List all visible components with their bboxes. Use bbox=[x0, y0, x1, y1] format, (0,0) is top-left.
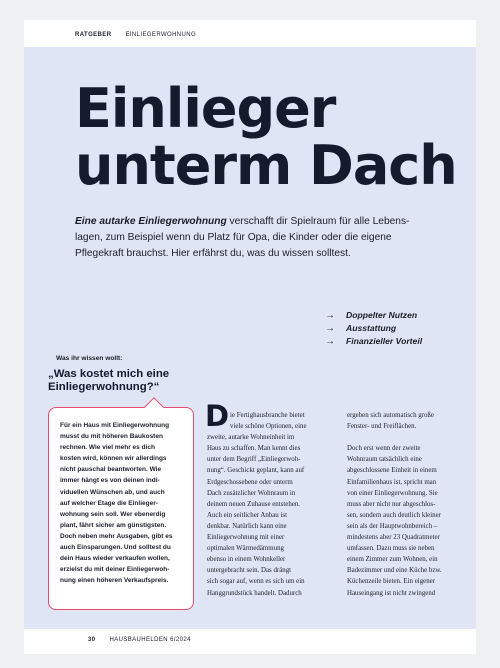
text-line: untergebracht sein. Das drängt bbox=[207, 567, 292, 575]
text-line: nung“. Geschickt geplant, kann auf bbox=[207, 467, 305, 475]
text-line: von einer Einliegerwohnung. Sie bbox=[347, 489, 438, 497]
topic-label: Doppelter Nutzen bbox=[346, 310, 418, 320]
section-label: RATGEBER bbox=[75, 32, 112, 38]
topic-item bbox=[325, 322, 422, 335]
text-line: auf welcher Etage die Einlieger- bbox=[60, 499, 158, 507]
article-column-1 bbox=[207, 410, 335, 599]
text-line: Hanggrundstück handelt. Dadurch bbox=[207, 589, 302, 597]
text-line: ergeben sich automatisch große bbox=[347, 412, 434, 419]
text-line: Einliegerwohnung mit einer bbox=[207, 534, 285, 542]
text-line: rechnen. Wie viel mehr es dich bbox=[60, 444, 155, 452]
text-line: plant, fährt sicher am günstigsten. bbox=[60, 521, 167, 529]
text-line: sein als der Hauptwohnbereich – bbox=[347, 522, 438, 530]
arrow-icon: → bbox=[325, 323, 335, 334]
arrow-icon: → bbox=[325, 310, 335, 321]
topic-label: Ausstattung bbox=[346, 323, 397, 333]
topic-item bbox=[325, 335, 422, 348]
text-line: muss aber nicht nur abgeschlos- bbox=[347, 500, 436, 508]
text-line: immer hängt es von deinen indi- bbox=[60, 477, 160, 485]
text-line: optimalen Wärmedämmung bbox=[207, 545, 284, 553]
text-line: Haus zu schaffen. Man kennt dies bbox=[207, 445, 301, 453]
text-line: abgeschlossene Einheit in einem bbox=[347, 467, 437, 475]
text-line: Küchenzeile bieten. Ein eigener bbox=[347, 578, 436, 586]
text-line: Auch ein seitlicher Anbau ist bbox=[207, 511, 287, 519]
topic-label: EINLIEGERWOHNUNG bbox=[125, 32, 197, 38]
text-line: deinem neuen Zuhause entstehen. bbox=[207, 500, 300, 508]
text-line: viduellen Wünschen ab, und auch bbox=[60, 488, 165, 496]
arrow-icon: → bbox=[325, 336, 335, 347]
running-header bbox=[75, 30, 196, 40]
text-line: Einfamilienhaus ist, spricht man bbox=[347, 478, 437, 486]
text-line: Badezimmer und eine Küche bzw. bbox=[347, 567, 442, 575]
article-column-2 bbox=[347, 410, 475, 599]
text-line: zweite, autarke Wohneinheit im bbox=[207, 434, 295, 442]
text-line: musst du mit höheren Baukosten bbox=[60, 433, 163, 441]
page-title bbox=[75, 77, 457, 197]
text-line: umfassen. Dazu muss sie neben bbox=[347, 545, 435, 553]
text-line: unter dem Begriff „Einliegerwoh- bbox=[207, 456, 301, 464]
faq-label: Was ihr wissen wollt: bbox=[56, 355, 123, 362]
intro-paragraph bbox=[75, 214, 423, 262]
topic-list bbox=[325, 309, 422, 348]
text-line: ie Fertighausbranche bietet bbox=[230, 412, 305, 419]
intro-text: verschafft dir Spielraum für alle Lebenslagen, zum Beispiel wenn du Platz für Opa, die Kinder oder die eigene Pflegekraft brauchst. Hier erfährst du, was du wissen solltest. bbox=[75, 216, 410, 259]
page-number: 30 bbox=[88, 637, 96, 643]
text-line: Doch neben mehr Ausgaben, gibt es bbox=[60, 532, 173, 540]
text-line: denkbar. Natürlich kann eine bbox=[207, 522, 287, 530]
text-line: Fenster- und Freiflächen. bbox=[347, 423, 417, 431]
speech-bubble-tail-cover bbox=[144, 408, 164, 414]
text-line: Dach zusätzlicher Wohnraum in bbox=[207, 489, 296, 497]
running-footer bbox=[88, 637, 191, 643]
faq-question: „Was kostet mich eine Einliegerwohnung?“ bbox=[48, 368, 170, 393]
text-line bbox=[347, 432, 475, 443]
text-line: Für ein Haus mit Einliegerwohnung bbox=[60, 422, 170, 429]
faq-answer bbox=[60, 420, 186, 586]
text-line: auch Einsparungen. Und solltest du bbox=[60, 544, 171, 552]
text-line: ebenso in einem Wohnkeller bbox=[207, 556, 286, 564]
text-line: Hauseingang ist nicht zwingend bbox=[347, 589, 436, 597]
magazine-issue: HAUSBAUHELDEN 6/2024 bbox=[109, 637, 191, 643]
text-line: viele schöne Optionen, eine bbox=[230, 423, 307, 431]
text-line: Wohnraum tatsächlich eine bbox=[347, 456, 422, 464]
text-line: sen, sondern auch deutlich kleiner bbox=[347, 511, 441, 519]
text-line: wohnung sein soll. Wer ebenerdig bbox=[60, 510, 166, 518]
intro-lead: Eine autarke Einliegerwohnung bbox=[75, 216, 227, 227]
text-line: sich sogar auf, wenn es sich um ein bbox=[207, 578, 305, 586]
title-line-2: unterm Dach bbox=[75, 134, 457, 197]
text-line: nicht pauschal beantworten. Wie bbox=[60, 466, 162, 474]
text-line: Erdgeschossebene oder unterm bbox=[207, 478, 293, 486]
text-line: erzielst du mit deiner Einliegerwoh- bbox=[60, 566, 170, 574]
text-line: kosten wird, können wir allerdings bbox=[60, 455, 167, 463]
text-line: dein Haus wieder verkaufen wollen, bbox=[60, 555, 170, 563]
text-line: Doch erst wenn der zweite bbox=[347, 445, 421, 453]
text-line: einem Zimmer zum Wohnen, ein bbox=[347, 556, 438, 564]
text-line: mindestens aber 23 Quadratmeter bbox=[347, 534, 440, 542]
topic-item bbox=[325, 309, 422, 322]
topic-label: Finanzieller Vorteil bbox=[346, 336, 423, 346]
title-line-1: Einlieger bbox=[75, 77, 336, 140]
text-line: nung einen höheren Verkaufspreis. bbox=[60, 577, 169, 585]
drop-cap: D bbox=[205, 399, 230, 433]
